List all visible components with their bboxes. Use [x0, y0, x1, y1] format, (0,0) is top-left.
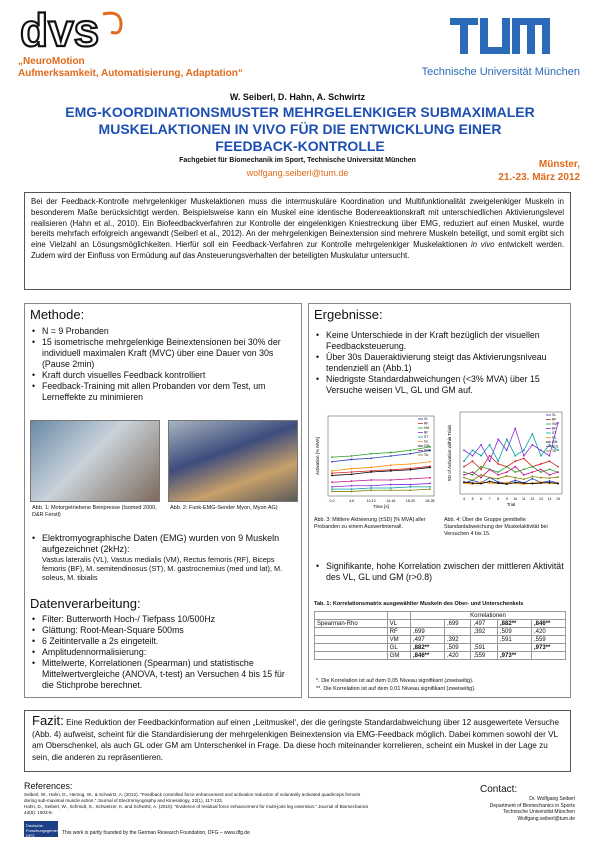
data-point: [390, 452, 392, 454]
x-tick-label: 14: [547, 497, 552, 501]
legend-label: VM: [424, 426, 429, 431]
table-cell: ,559: [531, 636, 565, 644]
data-point: [506, 466, 508, 468]
data-point: [557, 449, 559, 451]
data-point: [331, 470, 333, 472]
emg-muscle-list: Vastus lateralis (VL), Vastus medialis (VM), Rectus femoris (RF), Biceps femoris (BF), M. semitendinosus (ST), M. gastrocnemius (med und lat), M. soleus, M. tibialis: [42, 555, 283, 582]
data-point: [410, 449, 412, 451]
data-point: [523, 478, 525, 480]
data-point: [429, 486, 431, 488]
data-point: [472, 455, 474, 457]
data-point: [331, 491, 333, 493]
intro-text-italic: in vivo: [470, 240, 495, 250]
methods-list: [30, 326, 298, 403]
data-point: [549, 474, 551, 476]
data-point: [531, 483, 533, 485]
table-cell: ,420: [444, 652, 471, 660]
data-point: [472, 471, 474, 473]
data-point: [506, 483, 508, 485]
data-point: [351, 455, 353, 457]
table-footnote-2: **. Die Korrelation ist auf dem 0,01 Niveau signifikant (zweiseitig).: [316, 686, 476, 692]
data-point: [531, 433, 533, 435]
data-point: [463, 460, 465, 462]
data-point: [463, 449, 465, 451]
data-point: [480, 444, 482, 446]
data-point: [506, 449, 508, 451]
data-point: [557, 483, 559, 485]
table-cell: ,509: [444, 644, 471, 652]
table-cell: ,559: [471, 652, 498, 660]
figure-caption-3: Abb. 3: Mittlere Aktivierung (±SD) [% MVA] aller Probanden zu einem Auswertintervall.: [314, 517, 426, 530]
x-axis-label: Trial: [506, 502, 516, 507]
contact-line: Dr. Wolfgang Seiberl: [529, 796, 575, 802]
location-city: Münster,: [538, 159, 580, 170]
data-point: [331, 456, 333, 458]
leg-press-photo: [30, 420, 160, 502]
data-point: [531, 466, 533, 468]
table-cell: [471, 636, 498, 644]
data-point: [497, 463, 499, 465]
legend-label: SOL: [552, 444, 559, 449]
dvs-logo-text: dvs: [20, 8, 100, 52]
data-point: [480, 455, 482, 457]
table-cell: [444, 628, 471, 636]
data-point: [540, 482, 542, 484]
data-point: [351, 473, 353, 475]
data-point: [463, 481, 465, 483]
data-point: [489, 481, 491, 483]
legend-label: ST: [424, 435, 429, 440]
results-list-2: [314, 561, 566, 583]
table-cell: ,882**: [498, 620, 532, 628]
processing-heading: Datenverarbeitung:: [30, 596, 141, 611]
methods-heading: Methode:: [30, 307, 85, 322]
data-point: [497, 460, 499, 462]
data-point: [497, 482, 499, 484]
data-point: [506, 471, 508, 473]
x-tick-label: 8: [497, 497, 500, 501]
x-tick-label: 7: [488, 497, 491, 501]
data-point: [514, 466, 516, 468]
data-point: [351, 491, 353, 493]
table-cell: RF: [387, 628, 410, 636]
data-point: [497, 438, 499, 440]
table-row: [315, 644, 566, 652]
data-point: [331, 486, 333, 488]
table-cell: [410, 620, 444, 628]
data-point: [549, 469, 551, 471]
data-point: [351, 488, 353, 490]
legend-label: RF: [552, 417, 557, 422]
results-heading: Ergebnisse:: [314, 307, 383, 322]
data-point: [429, 477, 431, 479]
table-row: [315, 652, 566, 660]
list-item: • Elektromyographische Daten (EMG) wurden von 9 Muskeln aufgezeichnet (2kHz):: [30, 533, 298, 555]
data-point: [531, 476, 533, 478]
data-point: [489, 460, 491, 462]
data-point: [489, 482, 491, 484]
conclusion-heading: Fazit:: [32, 713, 64, 728]
x-tick-label: 4: [463, 497, 465, 501]
table-cell: [315, 628, 388, 636]
data-point: [523, 449, 525, 451]
data-point: [514, 455, 516, 457]
data-point: [531, 444, 533, 446]
data-point: [506, 482, 508, 484]
data-point: [331, 475, 333, 477]
list-item: • Keine Unterschiede in der Kraft bezüglich der visuellen Feedbacksteuerung.: [314, 330, 566, 352]
dvs-logo: [18, 8, 128, 52]
data-point: [351, 459, 353, 461]
data-point: [331, 472, 333, 474]
dfg-logo: Deutsche Forschungsgemeinschaft DFG: [26, 823, 71, 838]
data-point: [506, 475, 508, 477]
legend-label: VL: [424, 417, 429, 422]
data-point: [557, 422, 559, 424]
data-point: [549, 477, 551, 479]
data-point: [514, 479, 516, 481]
y-axis-label: Activation [% MVA]: [315, 437, 320, 475]
contact-heading: Contact:: [480, 784, 518, 795]
data-point: [472, 479, 474, 481]
x-tick-label: 11: [521, 497, 526, 501]
data-point: [480, 481, 482, 483]
intro-text-1: Bei der Feedback-Kontrolle mehrgelenkiger Muskelaktionen muss die intermuskuläre Koordination und Multifunktionalität zweigelenkiger Muskeln in besonderem Maße berücksichtigt werden. Beispielsweise kann ein Muskel eine identische Bodenreaktionskraft mit unterschiedlichen Aktivierungslevel realisieren (Hahn et al., 2010). Ein Biofeedbackverfahren zur Kontrolle der eingelenkigen Kniestreckung über EMG, reduziert auf einen Muskel, wurde bereits mehrfach erfolgreich angewandt (Seiberl et al., 2012). An der mehrgelenkigen Beinextension sind mehrere Muskeln beteiligt, und somit ergibt sich eine Vielzahl an Lösungsmöglichkeiten. Hierfür soll ein Feedback-Verfahren zur Kontrolle mehrgelenkiger Muskelaktionen: [31, 197, 564, 250]
conference-location: [470, 158, 580, 184]
x-tick-label: 5: [471, 497, 474, 501]
list-item: • Glättung: Root-Mean-Square 500ms: [30, 625, 298, 636]
data-point: [472, 449, 474, 451]
x-tick-label: 13: [538, 497, 543, 501]
data-point: [410, 484, 412, 486]
data-point: [523, 469, 525, 471]
data-point: [480, 466, 482, 468]
figure-caption-1: Abb. 1: Motorgetriebene Beinpresse (Isomed 2000, D&R Ferstl): [32, 505, 157, 518]
legend-label: VM: [552, 422, 557, 427]
data-point: [549, 480, 551, 482]
data-point: [351, 485, 353, 487]
data-point: [463, 477, 465, 479]
table-cell: ,699: [410, 628, 444, 636]
list-item: • Filter: Butterworth Hoch-/ Tiefpass 10/500Hz: [30, 614, 298, 625]
y-axis-label: SD of Activation within Trials: [447, 424, 452, 482]
legend-label: BF: [552, 426, 557, 431]
legend-label: GL: [424, 439, 429, 444]
list-item: • Niedrigste Standardabweichungen (<3% MVA) über 15 Versuche weisen VL, GL und GM auf.: [314, 374, 566, 396]
legend-label: TA: [424, 453, 428, 458]
data-point: [514, 477, 516, 479]
data-point: [480, 477, 482, 479]
legend-label: RF: [424, 421, 429, 426]
legend-label: GM: [552, 440, 558, 445]
x-tick-label: 0-2: [329, 499, 335, 503]
data-point: [472, 482, 474, 484]
tagline-line2: Aufmerksamkeit, Automatisierung, Adaptation“: [18, 68, 243, 79]
table-header-row: [315, 620, 566, 628]
data-point: [489, 477, 491, 479]
tum-logo: [440, 14, 570, 58]
reference-item: Hahn, D., Seiberl, W., Schmidt, S., Schweizer, K. and Schwirtz, A. (2010). “Evidence of residual force enhancement for multi-joint leg extension.” Journal of Biomechanics 43(8): 1503-8.: [24, 804, 369, 815]
list-item: • N = 9 Probanden: [30, 326, 298, 337]
table-cell: ,846**: [410, 652, 444, 660]
table-cell: ,973**: [498, 652, 532, 660]
data-point: [531, 471, 533, 473]
sd-chart: [444, 408, 568, 512]
data-point: [390, 487, 392, 489]
figure-caption-4: Abb. 4: Über die Gruppe gemittelte Standardabweichung der Muskelaktivität bei Versuchen 4 bis 15.: [444, 517, 548, 537]
x-tick-label: 9: [505, 497, 508, 501]
data-point: [497, 474, 499, 476]
data-point: [370, 467, 372, 469]
table-cell: ,591: [498, 636, 532, 644]
x-tick-label: 4-6: [349, 499, 355, 503]
table-cell: ,392: [471, 628, 498, 636]
table-cell: GL: [387, 644, 410, 652]
data-point: [370, 453, 372, 455]
data-point: [463, 466, 465, 468]
data-point: [472, 460, 474, 462]
data-point: [390, 464, 392, 466]
data-point: [390, 455, 392, 457]
table-row-label: Spearman-Rho: [315, 620, 388, 628]
conference-tagline: [18, 56, 318, 80]
data-point: [540, 463, 542, 465]
data-point: [514, 428, 516, 430]
data-point: [370, 489, 372, 491]
data-point: [540, 455, 542, 457]
table-cell: ,420: [531, 628, 565, 636]
x-tick-label: 10: [513, 497, 518, 501]
data-point: [523, 455, 525, 457]
data-point: [540, 449, 542, 451]
figure-caption-2: Abb. 2: Funk-EMG-Sender Myon, Myon AG): [170, 505, 278, 511]
legend-label: GM: [424, 444, 430, 449]
data-point: [410, 478, 412, 480]
legend-label: GL: [552, 435, 557, 440]
data-point: [540, 477, 542, 479]
x-axis-label: Time [s]: [373, 504, 389, 509]
data-point: [370, 471, 372, 473]
legend-label: ST: [552, 431, 557, 436]
x-tick-label: 18-20: [405, 499, 415, 503]
legend-label: TA: [552, 449, 556, 454]
conclusion-text: Eine Reduktion der Feedbackinformation auf einen „Leitmuskel‘, der die geringste Standardabweichung über 12 ausgewertete Versuche (Abb. 4) aufweist, scheint für die Standardisierung der mehrgelenkigen Beinextension via EMG-Feedback möglich. Dabei kommen sowohl der VL am Oberschenkel, als auch GL oder GM am Unterschenkel in Frage. Da diese hoch miteinander korrelieren, scheint ein Muskel in der Lage zu sein, die anderen zu repräsentieren.: [32, 718, 559, 762]
data-point: [549, 460, 551, 462]
data-point: [429, 446, 431, 448]
data-point: [489, 455, 491, 457]
table-cell: ,973**: [531, 644, 565, 652]
x-tick-label: 14-16: [386, 499, 396, 503]
data-point: [531, 478, 533, 480]
data-point: [331, 488, 333, 490]
list-item: • 6 Zeitintervalle a 2s eingeteilt.: [30, 636, 298, 647]
data-point: [331, 461, 333, 463]
data-point: [523, 458, 525, 460]
university-name: Technische Universität München: [421, 66, 580, 78]
data-point: [480, 483, 482, 485]
table-cell: [315, 644, 388, 652]
table-cell: ,591: [471, 644, 498, 652]
table-cell: [531, 652, 565, 660]
location-date: 21.-23. März 2012: [498, 172, 580, 183]
data-point: [540, 471, 542, 473]
data-point: [410, 486, 412, 488]
data-point: [463, 474, 465, 476]
x-tick-label: 10-12: [366, 499, 376, 503]
data-point: [410, 469, 412, 471]
table-row: [315, 636, 566, 644]
references-list: [24, 792, 374, 816]
data-point: [489, 444, 491, 446]
data-point: [351, 468, 353, 470]
contact-line: Wolfgang.seiberl@tum.de: [517, 815, 575, 822]
intro-text-2: entwickelt werden. Zudem wird der Einfluss von Ermüdung auf das Ansteuerungsverhalten der beteiligten Muskulatur untersucht.: [31, 240, 564, 260]
data-point: [523, 482, 525, 484]
references-heading: References:: [24, 781, 73, 791]
reference-item: Seiberl, W., Hahn, D., Herzog, W., & Schwirtz, A. (2012). “Feedback controlled force enhancement and activation reduction of voluntarily activated quadriceps femoris during sub-maximal muscle action.” Journal of Electromyography and Kinesiology, 22(1), 117-123.: [24, 792, 361, 803]
data-point: [390, 470, 392, 472]
data-point: [557, 476, 559, 478]
data-point: [410, 463, 412, 465]
data-point: [497, 471, 499, 473]
x-tick-label: 15: [556, 497, 560, 501]
department: Fachgebiet für Biomechanik im Sport, Technische Universität München: [179, 157, 416, 164]
data-point: [514, 482, 516, 484]
tagline-line1: „NeuroMotion: [18, 56, 85, 67]
data-point: [370, 487, 372, 489]
table-cell: GM: [387, 652, 410, 660]
table-cell: [315, 636, 388, 644]
correlation-table: [314, 611, 566, 660]
x-tick-label: 6: [480, 497, 483, 501]
data-point: [472, 474, 474, 476]
emg-list: [30, 533, 298, 582]
table-title: Tab. 1: Korrelationsmatrix ausgewählter Muskeln des Ober- und Unterschenkels: [314, 601, 524, 607]
processing-list: [30, 614, 298, 691]
list-item: • 15 isometrische mehrgelenkige Beinextensionen bei 30% der individuell maximalen Kraft (MVC) über eine Dauer von 30s (Pause 2min): [30, 337, 298, 370]
data-point: [557, 471, 559, 473]
x-tick-label: 12: [530, 497, 535, 501]
table-cell: [498, 644, 532, 652]
poster-title: EMG-KOORDINATIONSMUSTER MEHRGELENKIGER SUBMAXIMALER MUSKELAKTIONEN IN VIVO FÜR DIE ENTWICKLUNG EINER FEEDBACK-KONTROLLE: [65, 104, 535, 154]
data-point: [480, 474, 482, 476]
data-point: [429, 488, 431, 490]
x-tick-label: 26-28: [425, 499, 435, 503]
data-point: [549, 482, 551, 484]
table-corner: [315, 612, 388, 620]
data-point: [480, 469, 482, 471]
dvs-logo-swoosh: [103, 13, 121, 33]
table-cell: [315, 652, 388, 660]
table-cell: VM: [387, 636, 410, 644]
table-cell: ,509: [498, 628, 532, 636]
table-cell: ,497: [410, 636, 444, 644]
legend-label: BF: [424, 430, 429, 435]
data-point: [370, 485, 372, 487]
list-item: • Amplitudennormalisierung:: [30, 647, 298, 658]
data-point: [463, 471, 465, 473]
data-point: [331, 481, 333, 483]
data-point: [429, 467, 431, 469]
data-point: [506, 438, 508, 440]
table-cell: ,392: [444, 636, 471, 644]
table-cell: ,497: [471, 620, 498, 628]
data-point: [410, 489, 412, 491]
data-point: [514, 471, 516, 473]
list-item: • Mittelwerte, Korrelationen (Spearman) und statistische Mittelwertvergleiche (ANOVA, t-test) an Versuchen 4 bis 15 für die Stichprobe berechnet.: [30, 658, 298, 691]
legend-label: SOL: [424, 448, 431, 453]
authors: W. Seiberl, D. Hahn, A. Schwirtz: [229, 92, 366, 102]
funding-note: This work is partly founded by the German Research Foundation, DFG – www.dfg.de: [62, 830, 250, 836]
contact-line: Department of Biomechanics in Sports: [489, 802, 575, 809]
emg-sensor-photo: [168, 420, 298, 502]
data-point: [497, 478, 499, 480]
data-point: [351, 480, 353, 482]
contact-line: Technische Universität München: [503, 809, 575, 815]
data-point: [429, 461, 431, 463]
data-point: [351, 471, 353, 473]
table-group-header: Korrelationen: [410, 612, 565, 620]
contact-details: [440, 796, 575, 822]
author-email: wolfgang.seiberl@tum.de: [246, 168, 349, 178]
data-point: [429, 483, 431, 485]
data-point: [370, 479, 372, 481]
data-point: [489, 469, 491, 471]
data-point: [523, 474, 525, 476]
table-cell: ,846**: [531, 620, 565, 628]
introduction-box: [24, 192, 571, 290]
data-point: [390, 489, 392, 491]
data-point: [390, 484, 392, 486]
data-point: [557, 466, 559, 468]
table-cell: ,699: [444, 620, 471, 628]
list-item: • Über 30s Daueraktivierung steigt das Aktivierungsniveau tendenziell an (Abb.1): [314, 352, 566, 374]
table-row: [315, 628, 566, 636]
table-cell: ,882**: [410, 644, 444, 652]
results-list: [314, 330, 566, 396]
legend-label: VL: [552, 413, 557, 418]
list-item: • Kraft durch visuelles Feedback kontrolliert: [30, 370, 298, 381]
conclusion-box: [24, 710, 571, 772]
data-point: [410, 453, 412, 455]
data-point: [514, 460, 516, 462]
list-item: • Signifikante, hohe Korrelation zwischen der mittleren Aktivität des VL, GL und GM (r>0.8): [314, 561, 566, 583]
table-cell: VL: [387, 620, 410, 628]
data-point: [370, 457, 372, 459]
table-footnote-1: *. Die Korrelation ist auf dem 0,05 Niveau signifikant (zweiseitig).: [316, 678, 474, 684]
data-point: [549, 455, 551, 457]
table-corner: [387, 612, 410, 620]
data-point: [549, 444, 551, 446]
activation-chart: [312, 412, 440, 512]
data-point: [390, 479, 392, 481]
data-point: [540, 469, 542, 471]
list-item: • Feedback-Training mit allen Probanden vor dem Test, um Lerneffekte zu minimieren: [30, 381, 298, 403]
